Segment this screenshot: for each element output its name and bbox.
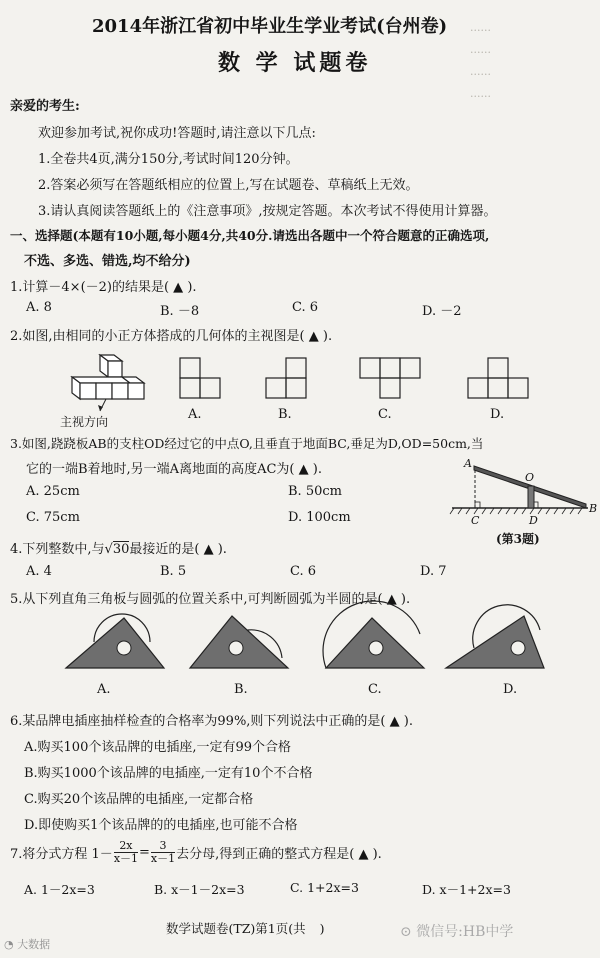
q5-option-c: C. — [368, 682, 382, 697]
notice-greeting: 亲爱的考生: — [10, 99, 80, 114]
q4-option-b: B. 5 — [160, 564, 187, 579]
q4-stem-pre: 4.下列整数中,与 — [10, 542, 105, 557]
q3-point-a: A — [464, 457, 472, 470]
exam-title: 2014年浙江省初中毕业生学业考试(台州卷) — [92, 16, 448, 37]
notice-item-2: 2.答案必须写在答题纸相应的位置上,写在试题卷、草稿纸上无效。 — [38, 178, 419, 193]
q2-option-d: D. — [490, 407, 505, 422]
q1-option-d: D. －2 — [422, 304, 462, 319]
q2-option-a-figure — [178, 356, 222, 404]
q5-option-a: A. — [97, 682, 111, 697]
q7-stem-post: 去分母,得到正确的整式方程是( ▲ ). — [176, 847, 382, 862]
q2-stem: 2.如图,由相同的小正方体搭成的几何体的主视图是( ▲ ). — [10, 329, 333, 344]
footer-page-end: ) — [319, 921, 325, 936]
section-heading: 一、选择题(本题有10小题,每小题4分,共40分.请选出各题中一个符合题意的正确选项, — [10, 228, 490, 243]
q3-option-d: D. 100cm — [288, 510, 351, 525]
watermark-right-text: 微信号:HB中学 — [416, 924, 514, 940]
q7-fraction-1-num: 2x — [114, 840, 138, 853]
q3-point-d: D — [529, 514, 538, 527]
q7-option-b: B. x－1－2x=3 — [154, 882, 245, 897]
q3-option-c: C. 75cm — [26, 510, 80, 525]
q5-option-b: B. — [234, 682, 248, 697]
q7-equals: = — [139, 845, 150, 860]
q1-option-a: A. 8 — [26, 300, 52, 315]
q4-option-d: D. 7 — [420, 564, 447, 579]
q5-option-d-figure — [444, 608, 548, 674]
watermark-left — [4, 936, 50, 952]
q4-option-c: C. 6 — [290, 564, 317, 579]
notice-intro: 欢迎参加考试,祝你成功!答题时,请注意以下几点: — [38, 126, 316, 141]
q2-option-b: B. — [278, 407, 292, 422]
q3-stem-line1: 3.如图,跷跷板AB的支柱OD经过它的中点O,且垂直于地面BC,垂足为D,OD=50cm,当 — [10, 436, 484, 451]
q7-option-a: A. 1－2x=3 — [24, 882, 95, 897]
q1-option-c: C. 6 — [292, 300, 319, 315]
q6-stem: 6.某品牌电插座抽样检查的合格率为99%,则下列说法中正确的是( ▲ ). — [10, 714, 413, 729]
q3-point-c: C — [471, 514, 480, 527]
notice-item-1: 1.全卷共4页,满分150分,考试时间120分钟。 — [38, 152, 299, 167]
q6-option-d: D.即使购买1个该品牌的的电插座,也可能不合格 — [24, 818, 298, 833]
q3-figure-caption: (第3题) — [496, 532, 540, 546]
q4-stem-post: 最接近的是( ▲ ). — [129, 542, 227, 557]
q5-option-d: D. — [503, 682, 518, 697]
q7-stem — [10, 840, 382, 865]
q5-stem: 5.从下列直角三角板与圆弧的位置关系中,可判断圆弧为半圆的是( ▲ ). — [10, 592, 411, 607]
q5-option-a-figure — [64, 612, 168, 672]
q7-fraction-1-den: x－1 — [113, 852, 139, 865]
q5-option-c-figure — [322, 608, 426, 674]
q1-option-b: B. －8 — [160, 304, 200, 319]
q6-option-a: A.购买100个该品牌的电插座,一定有99个合格 — [24, 740, 292, 755]
watermark-right — [400, 921, 513, 941]
q4-stem — [10, 538, 227, 557]
q3-option-b: B. 50cm — [288, 484, 342, 499]
q2-option-a: A. — [188, 407, 202, 422]
weibo-icon: ◔ — [4, 938, 18, 951]
q2-option-c: C. — [378, 407, 392, 422]
q6-option-b: B.购买1000个该品牌的电插座,一定有10个不合格 — [24, 766, 313, 781]
q7-option-d: D. x－1+2x=3 — [422, 882, 511, 897]
q2-option-b-figure — [264, 356, 308, 404]
q7-fraction-2 — [151, 840, 175, 865]
q3-point-b: B — [589, 502, 598, 515]
q2-view-label: 主视方向 — [60, 415, 109, 429]
page-footer — [166, 919, 325, 937]
q7-option-c: C. 1+2x=3 — [290, 880, 359, 895]
notice-item-3: 3.请认真阅读答题纸上的《注意事项》,按规定答题。本次考试不得使用计算器。 — [38, 204, 497, 219]
q2-option-d-figure — [466, 356, 532, 404]
watermark-left-text: 大数据 — [17, 938, 51, 951]
q5-option-b-figure — [188, 612, 292, 672]
q3-point-o: O — [525, 471, 535, 484]
q1-stem: 1.计算－4×(－2)的结果是( ▲ ). — [10, 280, 197, 295]
exam-subtitle: 数 学 试题卷 — [218, 50, 372, 76]
wechat-icon: ⊙ — [400, 924, 417, 940]
footer-page-label: 数学试题卷(TZ)第1页(共 — [166, 921, 306, 936]
sqrt-symbol-icon: √ — [104, 542, 113, 557]
q7-stem-pre: 7.将分式方程 1－ — [10, 847, 113, 862]
q2-isometric-figure — [70, 353, 160, 413]
q3-option-a: A. 25cm — [26, 484, 80, 499]
q7-fraction-1 — [114, 840, 138, 865]
section-heading-cont: 不选、多选、错选,均不给分) — [24, 254, 191, 269]
q3-stem-line2: 它的一端B着地时,另一端A离地面的高度AC为( ▲ ). — [26, 462, 322, 477]
q4-radicand: 30 — [112, 542, 130, 557]
q6-option-c: C.购买20个该品牌的电插座,一定都合格 — [24, 792, 254, 807]
bleed-through-text: ······ ······ ······ ······ — [470, 24, 491, 103]
q7-fraction-2-num: 3 — [151, 840, 175, 853]
q2-option-c-figure — [358, 356, 424, 404]
q7-fraction-2-den: x－1 — [150, 852, 176, 865]
q4-option-a: A. 4 — [26, 564, 52, 579]
